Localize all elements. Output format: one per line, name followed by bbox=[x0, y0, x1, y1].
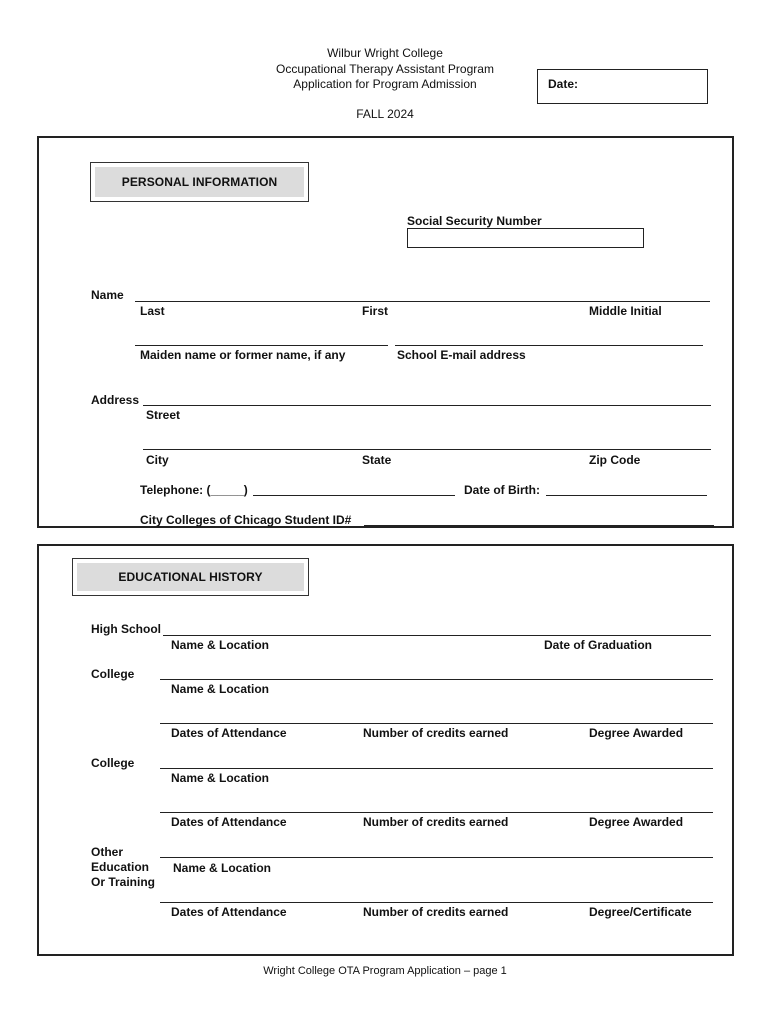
program-name: Occupational Therapy Assistant Program bbox=[276, 62, 494, 76]
address-label: Address bbox=[91, 393, 140, 407]
college-1-dates-label: Dates of Attendance bbox=[171, 726, 287, 740]
date-graduation-label: Date of Graduation bbox=[544, 638, 653, 652]
dob-line[interactable] bbox=[546, 495, 707, 496]
educational-history-section bbox=[37, 544, 734, 956]
other-details-line[interactable] bbox=[160, 902, 713, 903]
college-2-details-line[interactable] bbox=[160, 812, 713, 813]
educational-history-heading bbox=[72, 558, 309, 596]
college-name: Wilbur Wright College bbox=[327, 46, 443, 60]
ssn-input[interactable] bbox=[407, 228, 644, 248]
date-label: Date: bbox=[548, 77, 579, 91]
college-1-name-line[interactable] bbox=[160, 679, 713, 680]
date-field[interactable] bbox=[537, 69, 708, 104]
college-2-label: College bbox=[91, 756, 135, 770]
college-2-name-line[interactable] bbox=[160, 768, 713, 769]
or-training-label: Or Training bbox=[91, 875, 156, 889]
other-credits-label: Number of credits earned bbox=[363, 905, 509, 919]
college-1-credits-label: Number of credits earned bbox=[363, 726, 509, 740]
student-id-line[interactable] bbox=[364, 525, 714, 526]
student-id-label: City Colleges of Chicago Student ID# bbox=[140, 513, 352, 527]
college-2-name-location-label: Name & Location bbox=[171, 771, 270, 785]
maiden-name-line[interactable] bbox=[135, 345, 388, 346]
first-name-label: First bbox=[362, 304, 389, 318]
personal-information-title: PERSONAL INFORMATION bbox=[95, 167, 304, 197]
education-label: Education bbox=[91, 860, 150, 874]
ssn-label: Social Security Number bbox=[407, 214, 542, 228]
college-1-name-location-label: Name & Location bbox=[171, 682, 270, 696]
email-line[interactable] bbox=[395, 345, 703, 346]
educational-history-title: EDUCATIONAL HISTORY bbox=[77, 563, 304, 591]
college-1-details-line[interactable] bbox=[160, 723, 713, 724]
other-dates-label: Dates of Attendance bbox=[171, 905, 287, 919]
college-2-dates-label: Dates of Attendance bbox=[171, 815, 287, 829]
other-label: Other bbox=[91, 845, 124, 859]
middle-initial-label: Middle Initial bbox=[589, 304, 662, 318]
personal-information-heading bbox=[90, 162, 309, 202]
term: FALL 2024 bbox=[356, 107, 414, 121]
zip-label: Zip Code bbox=[589, 453, 641, 467]
college-1-degree-label: Degree Awarded bbox=[589, 726, 684, 740]
last-name-label: Last bbox=[140, 304, 165, 318]
college-1-label: College bbox=[91, 667, 135, 681]
street-line[interactable] bbox=[143, 405, 711, 406]
city-label: City bbox=[146, 453, 169, 467]
college-2-credits-label: Number of credits earned bbox=[363, 815, 509, 829]
other-name-location-label: Name & Location bbox=[173, 861, 272, 875]
state-label: State bbox=[362, 453, 392, 467]
page-footer: Wright College OTA Program Application – page 1 bbox=[263, 965, 507, 977]
other-name-line[interactable] bbox=[160, 857, 713, 858]
application-title: Application for Program Admission bbox=[293, 77, 477, 91]
name-label: Name bbox=[91, 288, 124, 302]
telephone-line[interactable] bbox=[253, 495, 455, 496]
high-school-label: High School bbox=[91, 622, 161, 636]
street-label: Street bbox=[146, 408, 181, 422]
college-2-degree-label: Degree Awarded bbox=[589, 815, 684, 829]
name-line[interactable] bbox=[135, 301, 710, 302]
hs-name-location-label: Name & Location bbox=[171, 638, 270, 652]
city-state-zip-line[interactable] bbox=[143, 449, 711, 450]
other-degree-certificate-label: Degree/Certificate bbox=[589, 905, 692, 919]
maiden-name-label: Maiden name or former name, if any bbox=[140, 348, 346, 362]
telephone-label: Telephone: (_____) bbox=[140, 483, 248, 497]
high-school-line[interactable] bbox=[163, 635, 711, 636]
email-label: School E-mail address bbox=[397, 348, 526, 362]
dob-label: Date of Birth: bbox=[464, 483, 540, 497]
